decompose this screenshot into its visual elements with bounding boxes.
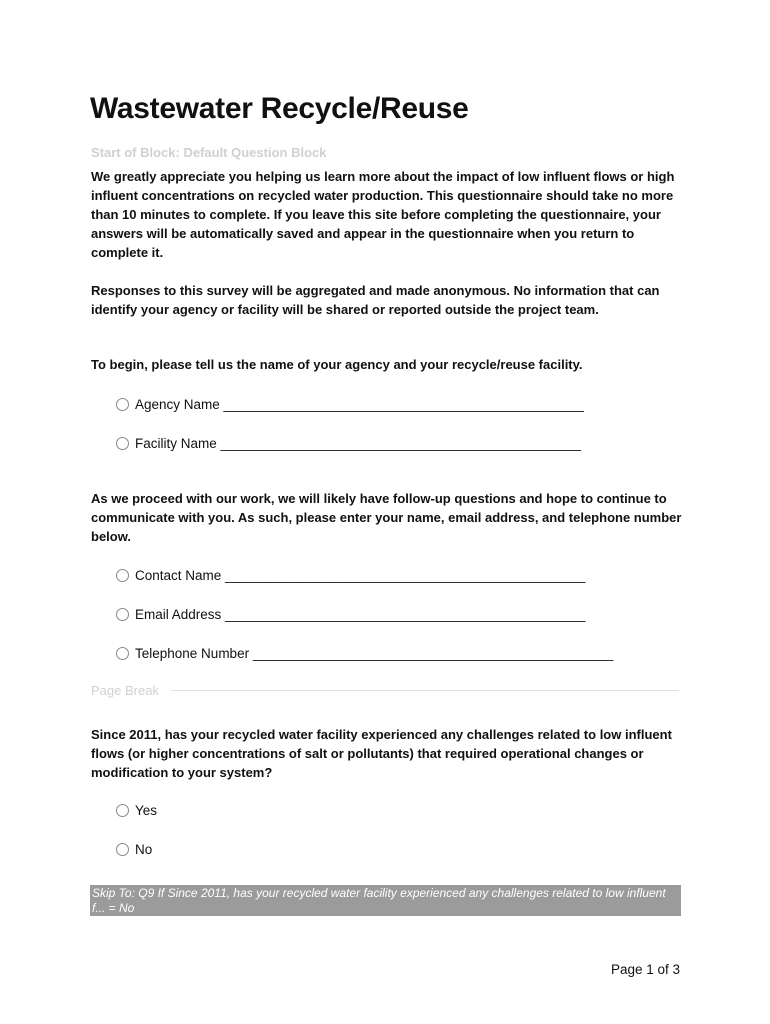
option-agency-name[interactable] [116, 397, 584, 412]
option-facility-name[interactable] [116, 436, 581, 451]
option-label: Contact Name ________________________________________________ [135, 568, 586, 583]
question-agency-facility: To begin, please tell us the name of your agency and your recycle/reuse facility. [91, 357, 583, 372]
option-label: Email Address ________________________________________________ [135, 607, 586, 622]
page-break-divider [171, 690, 679, 691]
radio-button[interactable] [116, 608, 129, 621]
option-email-address[interactable] [116, 607, 585, 622]
option-contact-name[interactable] [116, 568, 585, 583]
option-label: No [135, 842, 153, 857]
radio-button[interactable] [116, 647, 129, 660]
radio-button[interactable] [116, 843, 129, 856]
radio-button[interactable] [116, 569, 129, 582]
radio-button[interactable] [116, 804, 129, 817]
document-title: Wastewater Recycle/Reuse [90, 92, 469, 125]
intro-paragraph: We greatly appreciate you helping us learn more about the impact of low influent flows or high influent concentrations on recycled water production. This questionnaire should take no more than 10 minutes to complete. If you leave this site before completing the questionnaire, your answers will be automatically saved and appear in the questionnaire when you return to complete it. [91, 169, 675, 260]
option-label: Facility Name ________________________________________________ [135, 436, 581, 451]
radio-button[interactable] [116, 398, 129, 411]
radio-button[interactable] [116, 437, 129, 450]
question-challenges: Since 2011, has your recycled water facility experienced any challenges related to low influent flows (or higher concentrations of salt or pollutants) that required operational changes or modification to your system? [91, 727, 672, 780]
block-start-label: Start of Block: Default Question Block [91, 145, 327, 160]
question-contact-info: As we proceed with our work, we will likely have follow-up questions and hope to continue to communicate with you. As such, please enter your name, email address, and telephone number below. [91, 491, 682, 544]
option-label: Telephone Number ________________________________________________ [135, 646, 614, 661]
option-telephone-number[interactable] [116, 646, 613, 661]
option-no[interactable] [116, 842, 152, 857]
option-label: Agency Name ________________________________________________ [135, 397, 584, 412]
page-number: Page 1 of 3 [610, 962, 680, 977]
page-break-label: Page Break [91, 683, 159, 698]
page-break [91, 683, 679, 698]
option-label: Yes [135, 803, 158, 818]
option-yes[interactable] [116, 803, 157, 818]
anonymity-paragraph: Responses to this survey will be aggregated and made anonymous. No information that can identify your agency or facility will be shared or reported outside the project team. [91, 283, 660, 317]
skip-logic-banner: Skip To: Q9 If Since 2011, has your recycled water facility experienced any challenges related to low influent f... = No [90, 885, 681, 916]
